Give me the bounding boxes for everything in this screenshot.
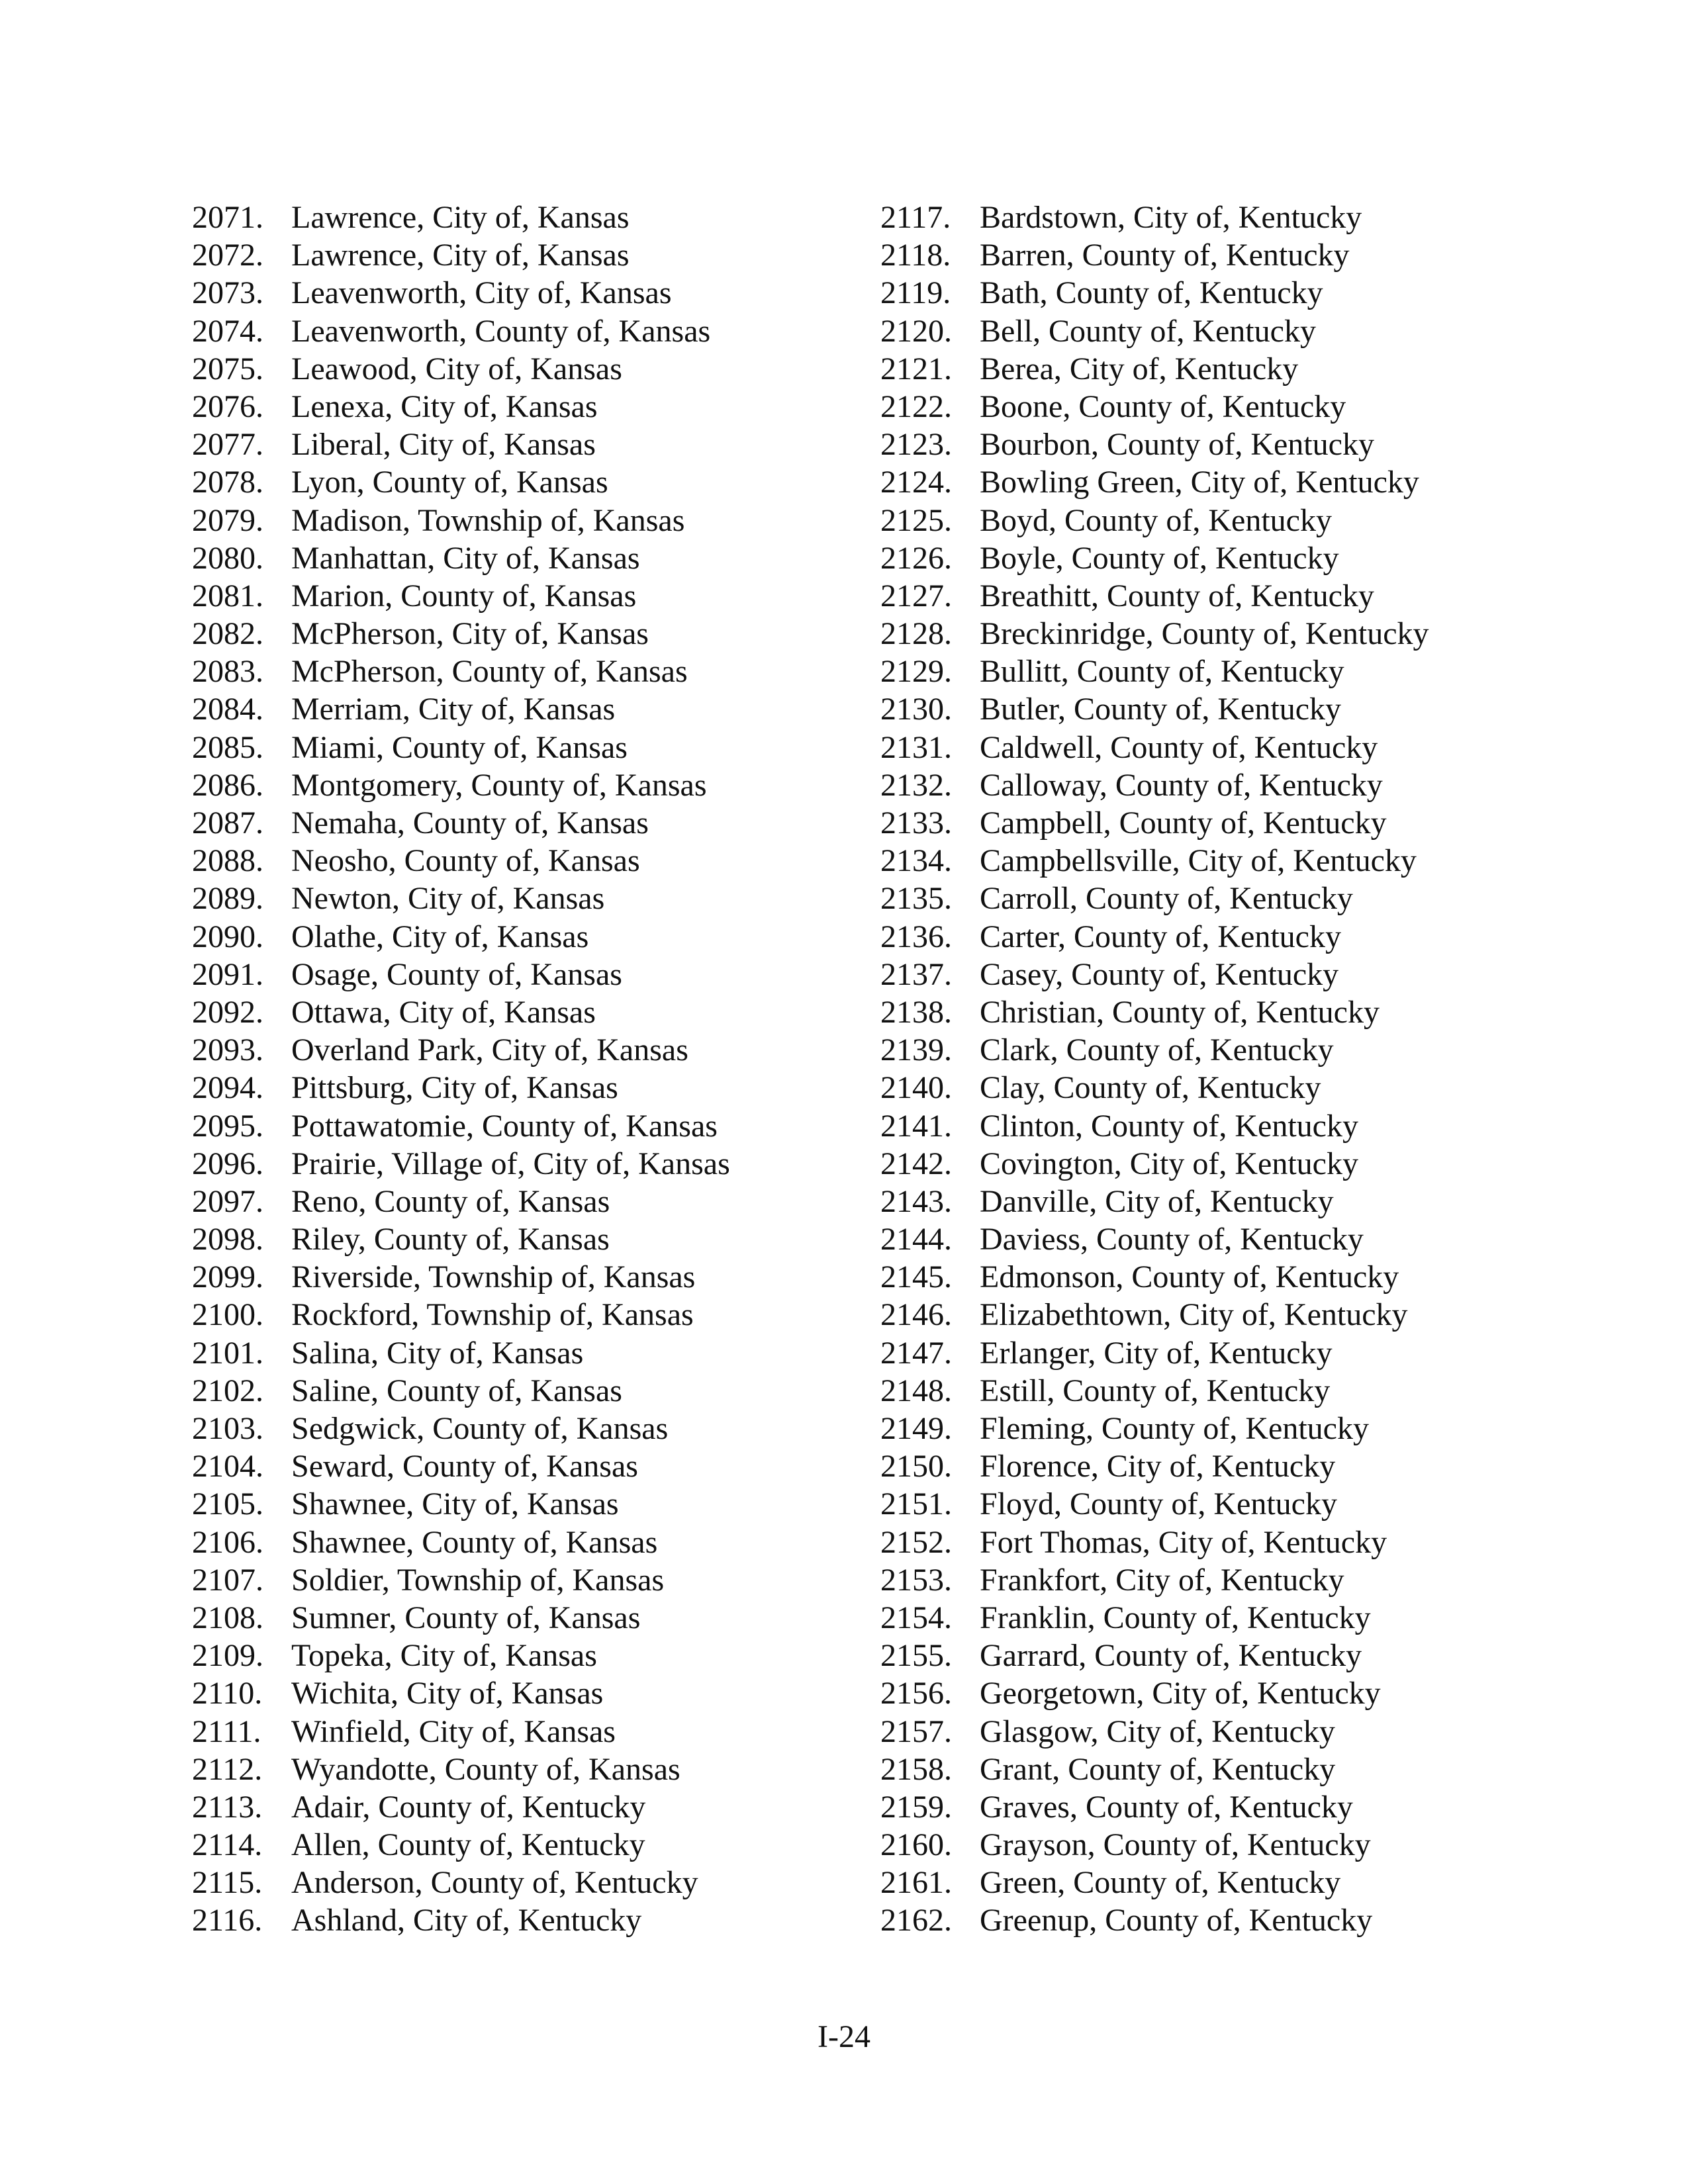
list-item xyxy=(880,577,1542,615)
item-number: 2136. xyxy=(880,919,952,954)
item-name: Fleming, County of, Kentucky xyxy=(980,1411,1369,1446)
list-item xyxy=(880,463,1542,501)
item-number: 2108. xyxy=(192,1600,263,1635)
item-number: 2082. xyxy=(192,616,263,652)
item-name: Riverside, Township of, Kansas xyxy=(291,1259,696,1295)
list-item xyxy=(192,1864,854,1901)
list-item xyxy=(880,1713,1542,1751)
item-number: 2114. xyxy=(192,1827,263,1863)
list-item xyxy=(880,539,1542,577)
item-number: 2071. xyxy=(192,200,263,235)
list-item xyxy=(880,1901,1542,1939)
list-item xyxy=(192,350,854,388)
item-name: Sedgwick, County of, Kansas xyxy=(291,1411,669,1446)
list-item xyxy=(880,653,1542,690)
item-number: 2113. xyxy=(192,1789,263,1825)
item-number: 2097. xyxy=(192,1183,263,1219)
item-number: 2088. xyxy=(192,843,263,879)
item-number: 2137. xyxy=(880,956,952,992)
item-number: 2135. xyxy=(880,881,952,917)
item-number: 2091. xyxy=(192,956,263,992)
item-number: 2150. xyxy=(880,1449,952,1484)
list-item xyxy=(192,1372,854,1410)
item-number: 2161. xyxy=(880,1865,952,1901)
item-name: Seward, County of, Kansas xyxy=(291,1449,638,1484)
list-item xyxy=(192,1713,854,1751)
list-item xyxy=(192,1524,854,1561)
item-name: Graves, County of, Kentucky xyxy=(980,1789,1353,1825)
item-number: 2146. xyxy=(880,1297,952,1333)
item-name: Bullitt, County of, Kentucky xyxy=(980,654,1344,690)
right-column-list xyxy=(880,199,1542,1940)
item-number: 2086. xyxy=(192,767,263,803)
item-number: 2142. xyxy=(880,1146,952,1181)
list-item xyxy=(880,1107,1542,1145)
left-column-list xyxy=(192,199,854,1940)
list-item xyxy=(880,690,1542,728)
item-number: 2073. xyxy=(192,275,263,311)
list-item xyxy=(192,1069,854,1107)
list-item xyxy=(192,312,854,350)
item-name: Campbellsville, City of, Kentucky xyxy=(980,843,1417,879)
list-item xyxy=(880,1599,1542,1637)
item-name: Bath, County of, Kentucky xyxy=(980,275,1323,311)
item-number: 2089. xyxy=(192,881,263,917)
item-name: Shawnee, County of, Kansas xyxy=(291,1524,658,1560)
list-item xyxy=(880,502,1542,539)
item-name: Estill, County of, Kentucky xyxy=(980,1373,1331,1408)
list-item xyxy=(192,1901,854,1939)
list-item xyxy=(192,1599,854,1637)
item-name: Elizabethtown, City of, Kentucky xyxy=(980,1297,1408,1333)
list-item xyxy=(880,1183,1542,1220)
item-name: Overland Park, City of, Kansas xyxy=(291,1032,688,1068)
item-number: 2083. xyxy=(192,654,263,690)
item-name: Boyle, County of, Kentucky xyxy=(980,540,1339,576)
list-item xyxy=(192,1334,854,1372)
item-number: 2074. xyxy=(192,313,263,349)
item-number: 2128. xyxy=(880,616,952,652)
item-name: Edmonson, County of, Kentucky xyxy=(980,1259,1399,1295)
item-name: Boone, County of, Kentucky xyxy=(980,388,1346,424)
item-name: Manhattan, City of, Kansas xyxy=(291,540,640,576)
list-item xyxy=(880,1788,1542,1826)
list-item xyxy=(192,1447,854,1485)
list-item xyxy=(880,1447,1542,1485)
item-name: Bell, County of, Kentucky xyxy=(980,313,1316,349)
item-number: 2103. xyxy=(192,1411,263,1446)
item-number: 2127. xyxy=(880,578,952,614)
item-number: 2110. xyxy=(192,1676,263,1711)
item-name: Rockford, Township of, Kansas xyxy=(291,1297,694,1333)
item-name: Salina, City of, Kansas xyxy=(291,1335,584,1371)
item-number: 2145. xyxy=(880,1259,952,1295)
item-number: 2141. xyxy=(880,1108,952,1144)
item-number: 2098. xyxy=(192,1222,263,1257)
item-number: 2156. xyxy=(880,1676,952,1711)
item-number: 2095. xyxy=(192,1108,263,1144)
item-number: 2106. xyxy=(192,1524,263,1560)
item-name: Winfield, City of, Kansas xyxy=(291,1713,616,1749)
item-number: 2144. xyxy=(880,1222,952,1257)
item-name: Prairie, Village of, City of, Kansas xyxy=(291,1146,730,1181)
item-number: 2107. xyxy=(192,1562,263,1598)
list-item xyxy=(880,993,1542,1031)
item-number: 2090. xyxy=(192,919,263,954)
list-item xyxy=(880,1410,1542,1447)
item-number: 2143. xyxy=(880,1183,952,1219)
item-name: Breckinridge, County of, Kentucky xyxy=(980,616,1429,652)
item-name: Adair, County of, Kentucky xyxy=(291,1789,646,1825)
item-name: Osage, County of, Kansas xyxy=(291,956,622,992)
list-item xyxy=(880,1069,1542,1107)
page-number: I-24 xyxy=(818,2019,870,2054)
item-name: Butler, County of, Kentucky xyxy=(980,692,1341,727)
item-name: Miami, County of, Kansas xyxy=(291,729,628,765)
item-number: 2130. xyxy=(880,692,952,727)
list-item xyxy=(880,426,1542,463)
item-name: Carter, County of, Kentucky xyxy=(980,919,1341,954)
item-name: Allen, County of, Kentucky xyxy=(291,1827,645,1863)
item-name: Madison, Township of, Kansas xyxy=(291,502,685,538)
list-item xyxy=(880,1674,1542,1712)
item-name: Greenup, County of, Kentucky xyxy=(980,1903,1373,1938)
item-number: 2105. xyxy=(192,1486,263,1522)
list-item xyxy=(192,1145,854,1183)
item-name: Shawnee, City of, Kansas xyxy=(291,1486,619,1522)
item-name: Clay, County of, Kentucky xyxy=(980,1070,1321,1106)
list-item xyxy=(192,1410,854,1447)
item-number: 2076. xyxy=(192,388,263,424)
item-number: 2122. xyxy=(880,388,952,424)
item-name: Marion, County of, Kansas xyxy=(291,578,637,614)
item-name: Green, County of, Kentucky xyxy=(980,1865,1341,1901)
item-number: 2104. xyxy=(192,1449,263,1484)
item-number: 2147. xyxy=(880,1335,952,1371)
item-name: Bowling Green, City of, Kentucky xyxy=(980,465,1419,500)
item-number: 2120. xyxy=(880,313,952,349)
list-item xyxy=(192,690,854,728)
item-number: 2158. xyxy=(880,1751,952,1787)
item-number: 2109. xyxy=(192,1638,263,1674)
item-name: Glasgow, City of, Kentucky xyxy=(980,1713,1335,1749)
list-item xyxy=(192,463,854,501)
item-number: 2162. xyxy=(880,1903,952,1938)
list-item xyxy=(192,880,854,917)
item-number: 2153. xyxy=(880,1562,952,1598)
item-name: Calloway, County of, Kentucky xyxy=(980,767,1383,803)
item-name: Berea, City of, Kentucky xyxy=(980,351,1299,387)
item-name: Christian, County of, Kentucky xyxy=(980,994,1380,1030)
item-name: Daviess, County of, Kentucky xyxy=(980,1222,1364,1257)
list-item xyxy=(192,1220,854,1258)
item-name: Bardstown, City of, Kentucky xyxy=(980,200,1362,235)
list-item xyxy=(880,956,1542,993)
list-item xyxy=(192,1788,854,1826)
list-item xyxy=(880,842,1542,880)
item-number: 2126. xyxy=(880,540,952,576)
list-item xyxy=(192,1107,854,1145)
item-number: 2116. xyxy=(192,1903,263,1938)
list-item xyxy=(880,615,1542,653)
list-item xyxy=(880,1561,1542,1599)
item-number: 2085. xyxy=(192,729,263,765)
item-number: 2080. xyxy=(192,540,263,576)
item-number: 2140. xyxy=(880,1070,952,1106)
list-item xyxy=(192,1258,854,1296)
item-number: 2099. xyxy=(192,1259,263,1295)
item-name: Leavenworth, City of, Kansas xyxy=(291,275,672,311)
item-number: 2117. xyxy=(880,200,951,235)
item-name: Saline, County of, Kansas xyxy=(291,1373,622,1408)
item-number: 2148. xyxy=(880,1373,952,1408)
list-item xyxy=(192,729,854,766)
item-name: Frankfort, City of, Kentucky xyxy=(980,1562,1344,1598)
item-number: 2152. xyxy=(880,1524,952,1560)
item-number: 2139. xyxy=(880,1032,952,1068)
item-name: Danville, City of, Kentucky xyxy=(980,1183,1334,1219)
item-name: Casey, County of, Kentucky xyxy=(980,956,1339,992)
list-item xyxy=(880,1372,1542,1410)
item-number: 2134. xyxy=(880,843,952,879)
item-name: Clark, County of, Kentucky xyxy=(980,1032,1334,1068)
list-item xyxy=(192,842,854,880)
item-name: Grayson, County of, Kentucky xyxy=(980,1827,1371,1863)
item-name: Lawrence, City of, Kansas xyxy=(291,238,630,273)
item-name: Montgomery, County of, Kansas xyxy=(291,767,707,803)
item-name: Grant, County of, Kentucky xyxy=(980,1751,1336,1787)
item-number: 2092. xyxy=(192,994,263,1030)
list-item xyxy=(880,199,1542,236)
list-item xyxy=(880,388,1542,426)
list-item xyxy=(880,1296,1542,1334)
list-item xyxy=(880,1751,1542,1788)
list-item xyxy=(880,880,1542,917)
item-name: Wichita, City of, Kansas xyxy=(291,1676,604,1711)
list-item xyxy=(192,804,854,842)
item-number: 2160. xyxy=(880,1827,952,1863)
item-number: 2125. xyxy=(880,502,952,538)
list-item xyxy=(192,426,854,463)
item-number: 2094. xyxy=(192,1070,263,1106)
item-name: Clinton, County of, Kentucky xyxy=(980,1108,1358,1144)
list-item xyxy=(192,1826,854,1864)
list-item xyxy=(192,1674,854,1712)
item-name: Floyd, County of, Kentucky xyxy=(980,1486,1337,1522)
item-name: Ashland, City of, Kentucky xyxy=(291,1903,642,1938)
item-name: Nemaha, County of, Kansas xyxy=(291,805,649,841)
item-name: Erlanger, City of, Kentucky xyxy=(980,1335,1333,1371)
list-item xyxy=(880,1864,1542,1901)
item-number: 2096. xyxy=(192,1146,263,1181)
item-name: Merriam, City of, Kansas xyxy=(291,692,616,727)
item-name: Pottawatomie, County of, Kansas xyxy=(291,1108,718,1144)
list-item xyxy=(880,1637,1542,1674)
item-name: Ottawa, City of, Kansas xyxy=(291,994,596,1030)
item-name: Boyd, County of, Kentucky xyxy=(980,502,1332,538)
list-item xyxy=(192,502,854,539)
item-name: Anderson, County of, Kentucky xyxy=(291,1865,698,1901)
item-name: Soldier, Township of, Kansas xyxy=(291,1562,665,1598)
item-number: 2129. xyxy=(880,654,952,690)
list-item xyxy=(192,1296,854,1334)
list-item xyxy=(880,1258,1542,1296)
item-number: 2072. xyxy=(192,238,263,273)
item-number: 2081. xyxy=(192,578,263,614)
item-number: 2102. xyxy=(192,1373,263,1408)
list-item xyxy=(880,766,1542,804)
item-name: Riley, County of, Kansas xyxy=(291,1222,610,1257)
list-item xyxy=(880,274,1542,312)
list-item xyxy=(880,1031,1542,1069)
item-number: 2159. xyxy=(880,1789,952,1825)
list-item xyxy=(192,577,854,615)
item-number: 2138. xyxy=(880,994,952,1030)
item-number: 2157. xyxy=(880,1713,952,1749)
item-number: 2133. xyxy=(880,805,952,841)
item-name: Florence, City of, Kentucky xyxy=(980,1449,1336,1484)
list-item xyxy=(192,766,854,804)
item-number: 2155. xyxy=(880,1638,952,1674)
item-number: 2149. xyxy=(880,1411,952,1446)
item-name: Newton, City of, Kansas xyxy=(291,881,605,917)
list-item xyxy=(192,1031,854,1069)
item-number: 2079. xyxy=(192,502,263,538)
item-name: Topeka, City of, Kansas xyxy=(291,1638,597,1674)
item-number: 2077. xyxy=(192,427,263,463)
item-name: Garrard, County of, Kentucky xyxy=(980,1638,1362,1674)
item-number: 2123. xyxy=(880,427,952,463)
item-name: Carroll, County of, Kentucky xyxy=(980,881,1353,917)
item-name: Leavenworth, County of, Kansas xyxy=(291,313,711,349)
list-item xyxy=(880,1826,1542,1864)
item-name: Reno, County of, Kansas xyxy=(291,1183,610,1219)
item-number: 2131. xyxy=(880,729,952,765)
item-number: 2151. xyxy=(880,1486,952,1522)
item-name: Pittsburg, City of, Kansas xyxy=(291,1070,618,1106)
item-name: Neosho, County of, Kansas xyxy=(291,843,640,879)
item-number: 2118. xyxy=(880,238,951,273)
list-item xyxy=(880,1145,1542,1183)
item-name: McPherson, County of, Kansas xyxy=(291,654,688,690)
item-number: 2112. xyxy=(192,1751,263,1787)
item-name: Liberal, City of, Kansas xyxy=(291,427,596,463)
item-name: Franklin, County of, Kentucky xyxy=(980,1600,1371,1635)
list-item xyxy=(880,1220,1542,1258)
list-item xyxy=(880,918,1542,956)
list-item xyxy=(192,388,854,426)
list-item xyxy=(192,1485,854,1523)
item-name: Wyandotte, County of, Kansas xyxy=(291,1751,680,1787)
list-item xyxy=(192,1637,854,1674)
item-number: 2124. xyxy=(880,465,952,500)
item-name: Lenexa, City of, Kansas xyxy=(291,388,598,424)
list-item xyxy=(880,1524,1542,1561)
list-item xyxy=(880,236,1542,274)
item-number: 2101. xyxy=(192,1335,263,1371)
list-item xyxy=(192,1183,854,1220)
item-number: 2100. xyxy=(192,1297,263,1333)
item-number: 2075. xyxy=(192,351,263,387)
list-item xyxy=(192,199,854,236)
item-name: Barren, County of, Kentucky xyxy=(980,238,1350,273)
item-number: 2087. xyxy=(192,805,263,841)
list-item xyxy=(880,312,1542,350)
item-name: Lawrence, City of, Kansas xyxy=(291,200,630,235)
item-name: Lyon, County of, Kansas xyxy=(291,465,608,500)
list-item xyxy=(880,1485,1542,1523)
item-number: 2111. xyxy=(192,1713,261,1749)
item-number: 2093. xyxy=(192,1032,263,1068)
item-number: 2132. xyxy=(880,767,952,803)
list-item xyxy=(192,1751,854,1788)
list-item xyxy=(192,993,854,1031)
list-item xyxy=(880,1334,1542,1372)
list-item xyxy=(192,236,854,274)
list-item xyxy=(192,1561,854,1599)
item-number: 2084. xyxy=(192,692,263,727)
item-number: 2121. xyxy=(880,351,952,387)
list-item xyxy=(192,653,854,690)
item-name: Caldwell, County of, Kentucky xyxy=(980,729,1378,765)
item-name: Sumner, County of, Kansas xyxy=(291,1600,641,1635)
item-name: Leawood, City of, Kansas xyxy=(291,351,622,387)
item-number: 2115. xyxy=(192,1865,263,1901)
item-name: Campbell, County of, Kentucky xyxy=(980,805,1387,841)
item-name: McPherson, City of, Kansas xyxy=(291,616,649,652)
list-item xyxy=(880,729,1542,766)
item-name: Breathitt, County of, Kentucky xyxy=(980,578,1374,614)
item-name: Georgetown, City of, Kentucky xyxy=(980,1676,1381,1711)
list-item xyxy=(192,539,854,577)
item-name: Bourbon, County of, Kentucky xyxy=(980,427,1374,463)
item-name: Fort Thomas, City of, Kentucky xyxy=(980,1524,1387,1560)
item-number: 2078. xyxy=(192,465,263,500)
item-name: Covington, City of, Kentucky xyxy=(980,1146,1358,1181)
list-item xyxy=(880,350,1542,388)
list-item xyxy=(192,918,854,956)
list-item xyxy=(192,274,854,312)
list-item xyxy=(192,956,854,993)
item-number: 2154. xyxy=(880,1600,952,1635)
item-name: Olathe, City of, Kansas xyxy=(291,919,589,954)
list-item xyxy=(880,804,1542,842)
item-number: 2119. xyxy=(880,275,951,311)
list-item xyxy=(192,615,854,653)
